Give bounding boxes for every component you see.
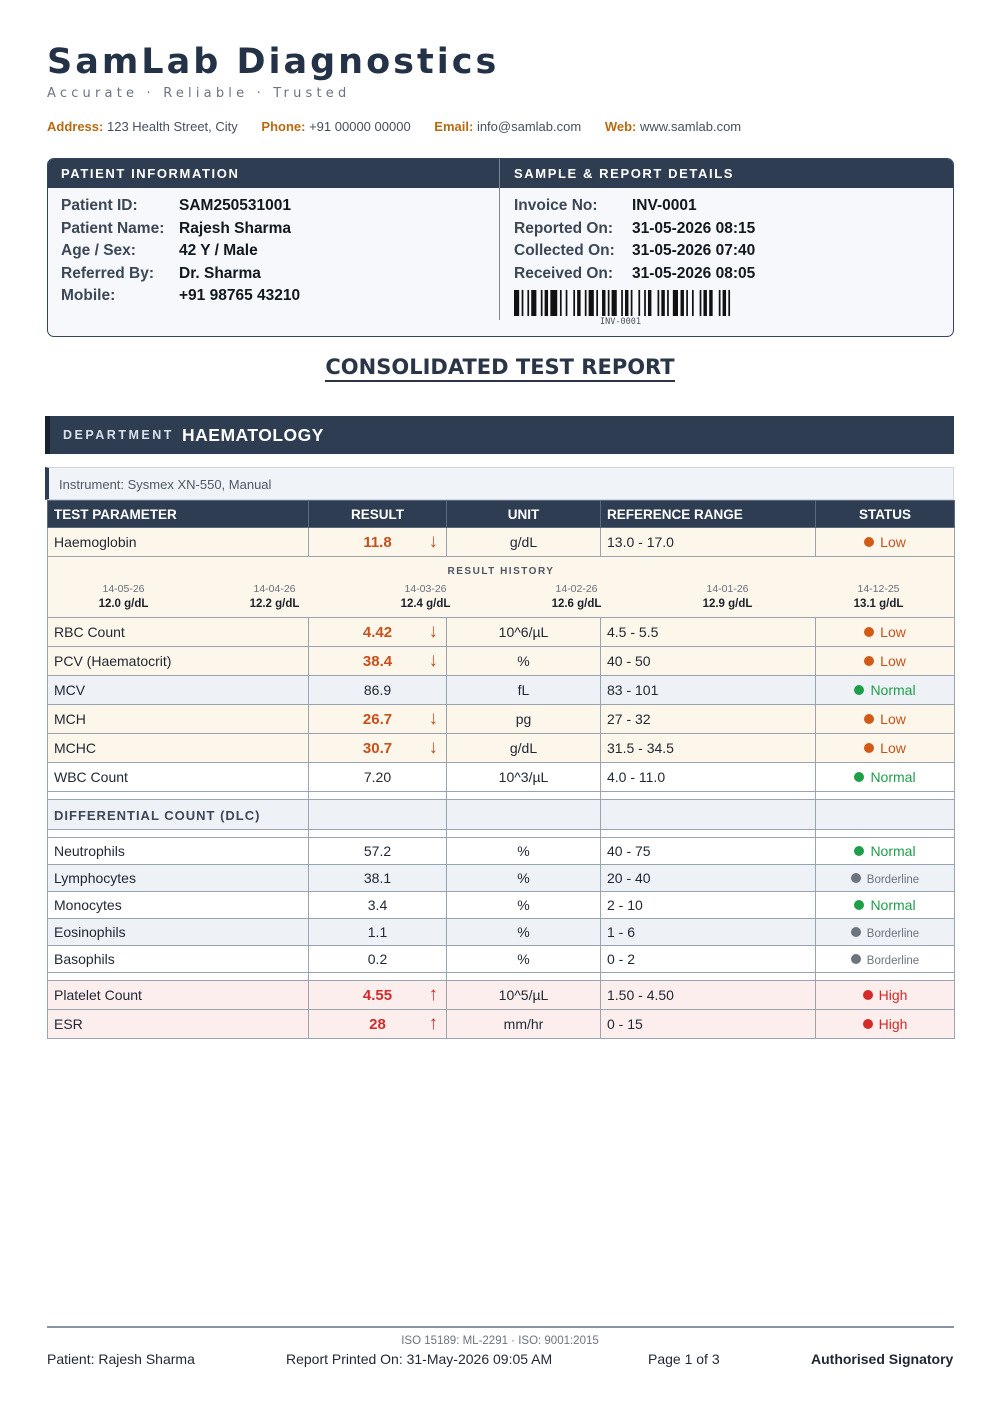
row-spacer xyxy=(48,830,955,838)
patient-row xyxy=(61,287,300,310)
status-dot-icon xyxy=(863,990,873,1000)
unit-cell: % xyxy=(447,892,601,919)
barcode-bar xyxy=(709,290,712,316)
table-row xyxy=(48,1010,955,1039)
received-on-value: 31-05-2026 08:05 xyxy=(632,264,756,282)
result-cell xyxy=(309,676,447,705)
address-label: Address: xyxy=(47,119,104,134)
result-value: 11.8 xyxy=(363,533,392,551)
status-badge: Low xyxy=(880,740,906,756)
arrow-up-icon: ↑ xyxy=(428,1013,438,1034)
test-name: Monocytes xyxy=(48,892,309,919)
result-cell xyxy=(309,919,447,946)
barcode-bar xyxy=(545,290,548,316)
iso-accreditation: ISO 15189: ML-2291 · ISO: 9001:2015 xyxy=(401,1335,599,1347)
history-date: 14-01-26 xyxy=(706,583,749,595)
unit-cell: % xyxy=(447,946,601,973)
table-row xyxy=(48,647,955,676)
barcode-bar xyxy=(577,290,580,316)
patient-row xyxy=(61,265,300,288)
test-name: Eosinophils xyxy=(48,919,309,946)
barcode-text: INV-0001 xyxy=(600,317,641,327)
table-row xyxy=(48,838,955,865)
referred-by-label: Referred By: xyxy=(61,264,155,282)
status-cell xyxy=(816,528,955,557)
status-cell xyxy=(816,865,955,892)
result-cell xyxy=(309,865,447,892)
status-cell xyxy=(816,892,955,919)
test-name: Lymphocytes xyxy=(48,865,309,892)
lab-brand xyxy=(47,42,499,101)
phone-value: +91 00000 00000 xyxy=(309,119,411,134)
status-dot-icon xyxy=(854,772,864,782)
barcode-bar xyxy=(585,290,587,316)
history-item xyxy=(803,583,954,610)
status-badge: High xyxy=(878,1016,908,1032)
footer-patient: Patient: Rajesh Sharma xyxy=(47,1351,195,1367)
status-dot-icon xyxy=(851,927,861,937)
status-cell xyxy=(816,763,955,792)
web-value: www.samlab.com xyxy=(639,119,742,134)
patient-id-value: SAM250531001 xyxy=(179,197,292,214)
reference-range-cell: 0 - 2 xyxy=(601,946,816,973)
status-dot-icon xyxy=(864,537,874,547)
barcode-bar xyxy=(703,290,706,316)
status-badge: Low xyxy=(880,711,906,727)
info-panel-header xyxy=(48,159,953,188)
patient-name-value: Rajesh Sharma xyxy=(179,219,291,237)
status-dot-icon xyxy=(851,873,861,883)
barcode-bar xyxy=(566,290,568,316)
age-sex-value: 42 Y / Male xyxy=(179,242,258,259)
unit-cell: % xyxy=(447,865,601,892)
unit-cell: % xyxy=(447,647,601,676)
status-dot-icon xyxy=(854,685,864,695)
table-row xyxy=(48,981,955,1010)
unit-cell: % xyxy=(447,838,601,865)
instrument-note: Instrument: Sysmex XN-550, Manual xyxy=(45,467,954,500)
row-spacer xyxy=(48,792,955,800)
reference-range-cell: 27 - 32 xyxy=(601,705,816,734)
header-test-parameter: TEST PARAMETER xyxy=(48,501,309,528)
patient-id-label: Patient ID: xyxy=(61,197,138,214)
barcode-bar xyxy=(522,290,524,316)
barcode-bar xyxy=(644,290,646,316)
barcode-bar xyxy=(527,290,529,316)
patient-info-heading: PATIENT INFORMATION xyxy=(61,166,240,181)
sample-row xyxy=(514,242,755,265)
contact-phone xyxy=(261,119,410,134)
test-name: Basophils xyxy=(48,946,309,973)
status-cell xyxy=(816,838,955,865)
status-cell xyxy=(816,705,955,734)
footer-page-number: Page 1 of 3 xyxy=(648,1351,720,1367)
table-row xyxy=(48,865,955,892)
status-cell xyxy=(816,981,955,1010)
mobile-value: +91 98765 43210 xyxy=(179,287,301,304)
history-date: 14-12-25 xyxy=(857,583,900,595)
unit-cell: mm/hr xyxy=(447,1010,601,1039)
barcode-bar xyxy=(531,290,536,316)
header-status: STATUS xyxy=(816,501,955,528)
status-dot-icon xyxy=(863,1019,873,1029)
header-result: RESULT xyxy=(309,501,447,528)
status-badge: Normal xyxy=(870,682,916,698)
reference-range-cell: 4.5 - 5.5 xyxy=(601,618,816,647)
history-value: 12.4 g/dL xyxy=(400,598,451,610)
dlc-subheading-row xyxy=(48,800,955,830)
table-row xyxy=(48,528,955,557)
barcode-bar xyxy=(596,290,598,316)
test-name: Neutrophils xyxy=(48,838,309,865)
result-value: 1.1 xyxy=(367,924,388,940)
lab-tagline: Accurate · Reliable · Trusted xyxy=(47,86,351,101)
table-row xyxy=(48,763,955,792)
barcode-bar xyxy=(681,290,684,316)
phone-label: Phone: xyxy=(261,119,306,134)
history-item xyxy=(652,583,803,610)
result-value: 38.4 xyxy=(362,652,393,670)
report-title-text: CONSOLIDATED TEST REPORT xyxy=(325,355,674,382)
history-item xyxy=(350,583,501,610)
result-value: 4.55 xyxy=(362,986,393,1004)
arrow-down-icon: ↓ xyxy=(428,708,438,729)
barcode-bar xyxy=(625,290,628,316)
result-history-row xyxy=(48,557,955,618)
table-row xyxy=(48,676,955,705)
table-row xyxy=(48,892,955,919)
status-cell xyxy=(816,618,955,647)
status-cell xyxy=(816,676,955,705)
reported-on-value: 31-05-2026 08:15 xyxy=(632,219,756,237)
history-date: 14-04-26 xyxy=(253,583,296,595)
result-history-title: RESULT HISTORY xyxy=(447,566,555,577)
table-row xyxy=(48,734,955,763)
barcode-bar xyxy=(700,290,702,316)
barcode-bar xyxy=(638,290,640,316)
reference-range-cell: 31.5 - 34.5 xyxy=(601,734,816,763)
barcode-bar xyxy=(692,290,694,316)
reference-range-cell: 2 - 10 xyxy=(601,892,816,919)
address-value: 123 Health Street, City xyxy=(106,119,238,134)
barcode-bar xyxy=(621,290,623,316)
collected-on-value: 31-05-2026 07:40 xyxy=(632,242,756,259)
invoice-value: INV-0001 xyxy=(632,197,697,214)
reference-range-cell: 40 - 50 xyxy=(601,647,816,676)
result-value: 3.4 xyxy=(367,897,388,913)
unit-cell: g/dL xyxy=(447,528,601,557)
status-badge: Low xyxy=(880,534,906,550)
result-value: 30.7 xyxy=(362,739,393,757)
footer-printed-on: Report Printed On: 31-May-2026 09:05 AM xyxy=(286,1351,553,1367)
status-cell xyxy=(816,734,955,763)
dlc-heading: DIFFERENTIAL COUNT (DLC) xyxy=(54,807,261,823)
history-item xyxy=(48,583,199,610)
status-badge: Normal xyxy=(870,769,916,785)
result-value: 7.20 xyxy=(363,769,392,785)
reference-range-cell: 20 - 40 xyxy=(601,865,816,892)
reference-range-cell: 83 - 101 xyxy=(601,676,816,705)
barcode-bar xyxy=(719,290,721,316)
status-badge: Low xyxy=(880,653,906,669)
history-grid xyxy=(48,583,954,610)
result-cell xyxy=(309,892,447,919)
arrow-down-icon: ↓ xyxy=(428,737,438,758)
row-spacer xyxy=(48,973,955,981)
unit-cell: g/dL xyxy=(447,734,601,763)
reference-range-cell: 13.0 - 17.0 xyxy=(601,528,816,557)
result-value: 57.2 xyxy=(363,843,392,859)
footer-divider xyxy=(47,1326,954,1328)
footer-signatory: Authorised Signatory xyxy=(811,1351,954,1367)
history-date: 14-03-26 xyxy=(404,583,447,595)
barcode-bar xyxy=(602,290,605,316)
info-divider xyxy=(499,159,500,320)
sample-details xyxy=(514,197,755,287)
unit-cell: 10^6/µL xyxy=(447,618,601,647)
result-value: 0.2 xyxy=(367,951,388,967)
status-dot-icon xyxy=(854,846,864,856)
reference-range-cell: 1 - 6 xyxy=(601,919,816,946)
status-cell xyxy=(816,919,955,946)
contact-web xyxy=(605,119,741,134)
barcode-bar xyxy=(631,290,633,316)
contact-email xyxy=(434,119,581,134)
sample-row xyxy=(514,220,755,243)
test-name: MCH xyxy=(48,705,309,734)
history-value: 13.1 g/dL xyxy=(853,598,904,610)
arrow-up-icon: ↑ xyxy=(428,984,438,1005)
test-name: RBC Count xyxy=(48,618,309,647)
patient-row xyxy=(61,242,300,265)
unit-cell: % xyxy=(447,919,601,946)
reference-range-cell: 0 - 15 xyxy=(601,1010,816,1039)
result-value: 4.42 xyxy=(362,623,393,641)
barcode-bar xyxy=(728,290,730,316)
barcode-bar xyxy=(560,290,562,316)
report-title xyxy=(0,355,1000,379)
lab-name: SamLab Diagnostics xyxy=(47,42,500,82)
history-value: 12.0 g/dL xyxy=(98,598,149,610)
arrow-down-icon: ↓ xyxy=(428,650,438,671)
barcode-bar xyxy=(667,290,669,316)
contact-strip xyxy=(47,119,761,134)
sample-row xyxy=(514,265,755,288)
age-sex-label: Age / Sex: xyxy=(61,242,136,259)
collected-on-label: Collected On: xyxy=(514,242,615,259)
table-row xyxy=(48,618,955,647)
table-row xyxy=(48,919,955,946)
status-dot-icon xyxy=(864,714,874,724)
test-name: ESR xyxy=(48,1010,309,1039)
result-cell xyxy=(309,734,447,763)
result-cell xyxy=(309,528,447,557)
status-badge: Normal xyxy=(870,843,916,859)
barcode-bar xyxy=(648,290,651,316)
status-dot-icon xyxy=(864,627,874,637)
history-item xyxy=(501,583,652,610)
test-name: Platelet Count xyxy=(48,981,309,1010)
patient-row xyxy=(61,220,300,243)
status-dot-icon xyxy=(864,656,874,666)
result-cell xyxy=(309,1010,447,1039)
unit-cell: pg xyxy=(447,705,601,734)
patient-row xyxy=(61,197,300,220)
status-cell xyxy=(816,946,955,973)
arrow-down-icon: ↓ xyxy=(428,531,438,552)
result-value: 86.9 xyxy=(363,682,392,698)
info-panel xyxy=(47,158,954,337)
test-name: MCHC xyxy=(48,734,309,763)
history-item xyxy=(199,583,350,610)
email-label: Email: xyxy=(434,119,474,134)
test-name: Haemoglobin xyxy=(48,528,309,557)
barcode-bar xyxy=(541,290,543,316)
result-cell xyxy=(309,946,447,973)
result-value: 26.7 xyxy=(362,710,393,728)
patient-details xyxy=(61,197,300,310)
contact-address xyxy=(47,119,238,134)
department-bar xyxy=(45,416,954,454)
department-name: HAEMATOLOGY xyxy=(182,425,324,445)
arrow-down-icon: ↓ xyxy=(428,621,438,642)
header-reference-range: REFERENCE RANGE xyxy=(601,501,816,528)
reference-range-cell: 4.0 - 11.0 xyxy=(601,763,816,792)
unit-cell: 10^3/µL xyxy=(447,763,601,792)
department-label: DEPARTMENT xyxy=(63,428,174,442)
history-value: 12.2 g/dL xyxy=(249,598,300,610)
result-value: 38.1 xyxy=(363,870,392,886)
invoice-label: Invoice No: xyxy=(514,197,598,214)
referred-by-value: Dr. Sharma xyxy=(179,264,261,282)
history-date: 14-02-26 xyxy=(555,583,598,595)
barcode-bar xyxy=(658,290,660,316)
result-cell xyxy=(309,618,447,647)
status-badge: Borderline xyxy=(866,874,920,886)
history-value: 12.9 g/dL xyxy=(702,598,753,610)
barcode-bar xyxy=(723,290,726,316)
results-table xyxy=(47,500,955,1039)
status-cell xyxy=(816,1010,955,1039)
history-value: 12.6 g/dL xyxy=(551,598,602,610)
status-dot-icon xyxy=(854,900,864,910)
barcode-bar xyxy=(686,290,688,316)
mobile-label: Mobile: xyxy=(61,287,116,304)
result-cell xyxy=(309,705,447,734)
barcode-bar xyxy=(673,290,678,316)
status-cell xyxy=(816,647,955,676)
history-date: 14-05-26 xyxy=(102,583,145,595)
status-badge: High xyxy=(878,987,908,1003)
sample-row xyxy=(514,197,755,220)
test-name: PCV (Haematocrit) xyxy=(48,647,309,676)
result-cell xyxy=(309,647,447,676)
result-cell xyxy=(309,838,447,865)
barcode-bar xyxy=(608,290,610,316)
sample-details-heading: SAMPLE & REPORT DETAILS xyxy=(514,166,735,181)
test-name: WBC Count xyxy=(48,763,309,792)
barcode-bar xyxy=(573,290,575,316)
unit-cell: 10^5/µL xyxy=(447,981,601,1010)
table-header-row xyxy=(48,501,955,528)
unit-cell: fL xyxy=(447,676,601,705)
status-badge: Borderline xyxy=(866,928,920,940)
reference-range-cell: 40 - 75 xyxy=(601,838,816,865)
reference-range-cell: 1.50 - 4.50 xyxy=(601,981,816,1010)
email-value: info@samlab.com xyxy=(476,119,582,134)
result-cell xyxy=(309,763,447,792)
barcode-bar xyxy=(589,290,594,316)
status-dot-icon xyxy=(864,743,874,753)
barcode-bar xyxy=(550,290,557,316)
received-on-label: Received On: xyxy=(514,264,614,282)
test-name: MCV xyxy=(48,676,309,705)
result-value: 28 xyxy=(369,1015,386,1033)
barcode-bar xyxy=(612,290,617,316)
header-unit: UNIT xyxy=(447,501,601,528)
patient-name-label: Patient Name: xyxy=(61,219,165,237)
barcode-bar xyxy=(514,290,519,316)
status-badge: Normal xyxy=(870,897,916,913)
barcode-bar xyxy=(661,290,664,316)
reported-on-label: Reported On: xyxy=(514,219,614,237)
status-badge: Borderline xyxy=(866,955,920,967)
invoice-barcode xyxy=(514,290,736,316)
table-row xyxy=(48,946,955,973)
result-cell xyxy=(309,981,447,1010)
status-dot-icon xyxy=(851,954,861,964)
status-badge: Low xyxy=(880,624,906,640)
web-label: Web: xyxy=(604,119,637,134)
table-row xyxy=(48,705,955,734)
